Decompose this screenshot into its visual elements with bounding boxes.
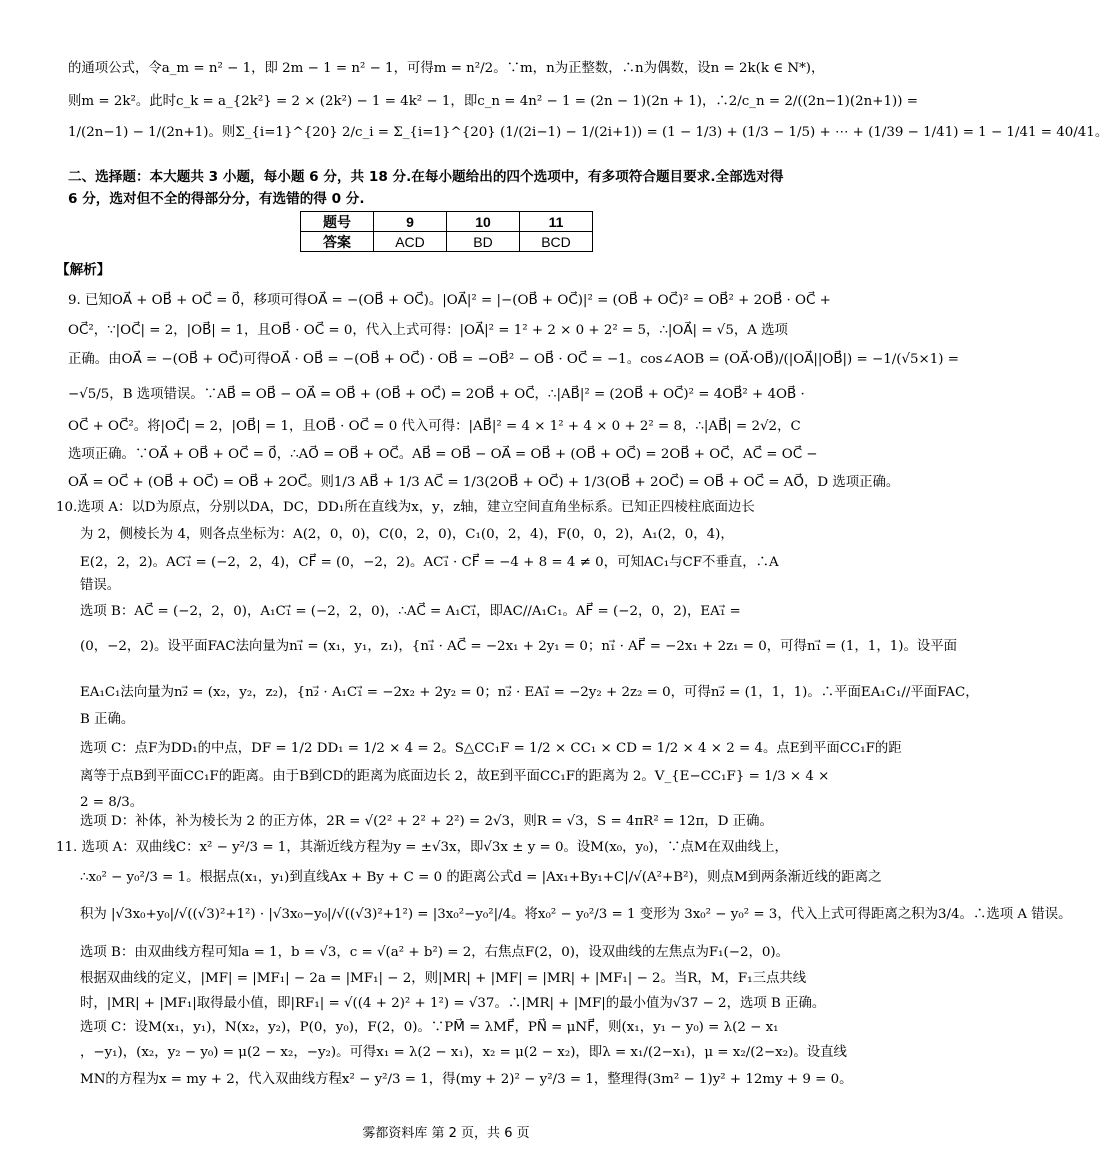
text-line: 2 = 8/3。 (80, 795, 144, 810)
table-cell: BD (447, 232, 520, 252)
text-line: EA₁C₁法向量为n₂⃗ = (x₂，y₂，z₂)，{n₂⃗ · A₁C₁⃗ = −2x₂ + 2y₂ = 0；n₂⃗ · EA₁⃗ = −2y₂ + 2z₂ = 0，可得n₂⃗ = (1，1，1)。∴平面EA₁C₁//平面FAC， (80, 685, 979, 700)
text-line: 选项 C：设M(x₁，y₁)，N(x₂，y₂)，P(0，y₀)，F(2，0)。∵PM⃗ = λMF⃗，PN⃗ = μNF⃗，则(x₁，y₁ − y₀) = λ(2 − x₁ (80, 1020, 779, 1035)
answer-table-answer-row (301, 232, 593, 252)
table-header-cell: 9 (374, 212, 447, 232)
text-line: E(2，2，2)。AC₁⃗ = (−2，2，4)，CF⃗ = (0，−2，2)。AC₁⃗ · CF⃗ = −4 + 8 = 4 ≠ 0，可知AC₁与CF不垂直，∴A (80, 555, 779, 570)
answer-table (300, 211, 593, 252)
table-cell: 答案 (301, 232, 374, 252)
text-line: 为 2，侧棱长为 4，则各点坐标为：A(2，0，0)，C(0，2，0)，C₁(0，2，4)，F(0，0，2)，A₁(2，0，4)， (80, 527, 734, 542)
text-line: 根据双曲线的定义，|MF| = |MF₁| − 2a = |MF₁| − 2，则|MR| + |MF| = |MR| + |MF₁| − 2。当R，M，F₁三点共线 (80, 971, 807, 986)
text-line: 积为 |√3x₀+y₀|/√((√3)²+1²) · |√3x₀−y₀|/√((√3)²+1²) = |3x₀²−y₀²|/4。将x₀² − y₀²/3 = 1 变形为 3x₀² − y₀² = 3，代入上式可得距离之积为3/4。∴选项 A 错误。 (80, 907, 1072, 922)
text-line: 选项 C：点F为DD₁的中点，DF = 1/2 DD₁ = 1/2 × 4 = 2。S△CC₁F = 1/2 × CC₁ × CD = 1/2 × 4 × 2 = 4。点E到平面CC₁F的距 (80, 741, 902, 756)
table-header-cell: 题号 (301, 212, 374, 232)
page-footer: 雾都资料库 第 2 页，共 6 页 (362, 1126, 530, 1141)
text-line: 选项 B：AC⃗ = (−2，2，0)，A₁C₁⃗ = (−2，2，0)，∴AC⃗ = A₁C₁⃗，即AC//A₁C₁。AF⃗ = (−2，0，2)，EA₁⃗ = (80, 604, 741, 619)
text-line: OC⃗²，∵|OC⃗| = 2，|OB⃗| = 1，且OB⃗ · OC⃗ = 0，代入上式可得：|OA⃗|² = 1² + 2 × 0 + 2² = 5，∴|OA⃗| = √5，A 选项 (68, 323, 788, 338)
text-line: 9. 已知OA⃗ + OB⃗ + OC⃗ = 0⃗，移项可得OA⃗ = −(OB⃗ + OC⃗)。|OA⃗|² = |−(OB⃗ + OC⃗)|² = (OB⃗ + OC⃗)² = OB⃗² + 2OB⃗ · OC⃗ + (68, 293, 831, 308)
section-title: 6 分，选对但不全的得部分分，有选错的得 0 分. (68, 191, 365, 207)
table-header-cell: 11 (520, 212, 593, 232)
text-line: 错误。 (80, 578, 121, 593)
text-line: 选项 B：由双曲线方程可知a = 1，b = √3，c = √(a² + b²) = 2，右焦点F(2，0)，设双曲线的左焦点为F₁(−2，0)。 (80, 945, 790, 960)
text-line: 离等于点B到平面CC₁F的距离。由于B到CD的距离为底面边长 2，故E到平面CC₁F的距离为 2。V_{E−CC₁F} = 1/3 × 4 × (80, 769, 830, 784)
text-line: 则m = 2k²。此时c_k = a_{2k²} = 2 × (2k²) − 1 = 4k² − 1，即c_n = 4n² − 1 = (2n − 1)(2n + 1)，∴2/c_n = 2/((2n−1)(2n+1)) = (68, 94, 918, 109)
table-cell: ACD (374, 232, 447, 252)
text-line: OA⃗ = OC⃗ + (OB⃗ + OC⃗) = OB⃗ + 2OC⃗。则1/3 AB⃗ + 1/3 AC⃗ = 1/3(2OB⃗ + OC⃗) + 1/3(OB⃗ + 2OC⃗) = OB⃗ + OC⃗ = AO⃗，D 选项正确。 (68, 475, 900, 490)
text-line: 选项 D：补体，补为棱长为 2 的正方体，2R = √(2² + 2² + 2²) = 2√3，则R = √3，S = 4πR² = 12π，D 正确。 (80, 814, 773, 829)
text-line: 选项正确。∵OA⃗ + OB⃗ + OC⃗ = 0⃗，∴AO⃗ = OB⃗ + OC⃗。AB⃗ = OB⃗ − OA⃗ = OB⃗ + (OB⃗ + OC⃗) = 2OB⃗ + OC⃗，AC⃗ = OC⃗ − (68, 447, 818, 462)
text-line: 1/(2n−1) − 1/(2n+1)。则Σ_{i=1}^{20} 2/c_i = Σ_{i=1}^{20} (1/(2i−1) − 1/(2i+1)) = (1 − 1/3) + (1/3 − 1/5) + ⋯ + (1/39 − 1/41) = 1 − 1/41 = 40/41。 (68, 125, 1108, 140)
text-line: 正确。由OA⃗ = −(OB⃗ + OC⃗)可得OA⃗ · OB⃗ = −(OB⃗ + OC⃗) · OB⃗ = −OB⃗² − OB⃗ · OC⃗ = −1。cos∠AOB = (OA⃗·OB⃗)/(|OA⃗||OB⃗|) = −1/(√5×1) = (68, 352, 959, 367)
table-header-cell: 10 (447, 212, 520, 232)
text-line: 11. 选项 A：双曲线C：x² − y²/3 = 1，其渐近线方程为y = ±√3x，即√3x ± y = 0。设M(x₀，y₀)，∵点M在双曲线上， (56, 840, 788, 855)
text-line: ，−y₁)，(x₂，y₂ − y₀) = μ(2 − x₂，−y₂)。可得x₁ = λ(2 − x₁)，x₂ = μ(2 − x₂)，即λ = x₁/(2−x₁)，μ = x₂/(2−x₂)。设直线 (80, 1045, 847, 1060)
text-line: 10.选项 A：以D为原点，分别以DA，DC，DD₁所在直线为x，y，z轴，建立空间直角坐标系。已知正四棱柱底面边长 (56, 500, 755, 515)
section-title: 二、选择题：本大题共 3 小题，每小题 6 分，共 18 分.在每小题给出的四个选项中，有多项符合题目要求.全部选对得 (68, 169, 784, 185)
analysis-label: 【解析】 (56, 262, 111, 278)
text-line: MN的方程为x = my + 2，代入双曲线方程x² − y²/3 = 1，得(my + 2)² − y²/3 = 1，整理得(3m² − 1)y² + 12my + 9 = 0。 (80, 1072, 853, 1087)
text-line: OC⃗ + OC⃗²。将|OC⃗| = 2，|OB⃗| = 1，且OB⃗ · OC⃗ = 0 代入可得：|AB⃗|² = 4 × 1² + 4 × 0 + 2² = 8，∴|AB⃗| = 2√2，C (68, 419, 801, 434)
text-line: ∴x₀² − y₀²/3 = 1。根据点(x₁，y₁)到直线Ax + By + C = 0 的距离公式d = |Ax₁+By₁+C|/√(A²+B²)，则点M到两条渐近线的距离之 (80, 870, 882, 885)
table-cell: BCD (520, 232, 593, 252)
text-line: B 正确。 (80, 712, 135, 727)
text-line: −√5/5，B 选项错误。∵AB⃗ = OB⃗ − OA⃗ = OB⃗ + (OB⃗ + OC⃗) = 2OB⃗ + OC⃗，∴|AB⃗|² = (2OB⃗ + OC⃗)² = 4OB⃗² + 4OB⃗ · (68, 387, 805, 402)
answer-table-header-row (301, 212, 593, 232)
text-line: 时，|MR| + |MF₁|取得最小值，即|RF₁| = √((4 + 2)² + 1²) = √37。∴|MR| + |MF|的最小值为√37 − 2，选项 B 正确。 (80, 996, 826, 1011)
text-line: (0，−2，2)。设平面FAC法向量为n₁⃗ = (x₁，y₁，z₁)，{n₁⃗ · AC⃗ = −2x₁ + 2y₁ = 0；n₁⃗ · AF⃗ = −2x₁ + 2z₁ = 0，可得n₁⃗ = (1，1，1)。设平面 (80, 639, 958, 654)
text-line: 的通项公式，令a_m = n² − 1，即 2m − 1 = n² − 1，可得m = n²/2。∵m，n为正整数，∴n为偶数，设n = 2k(k ∈ N*)， (68, 61, 825, 76)
